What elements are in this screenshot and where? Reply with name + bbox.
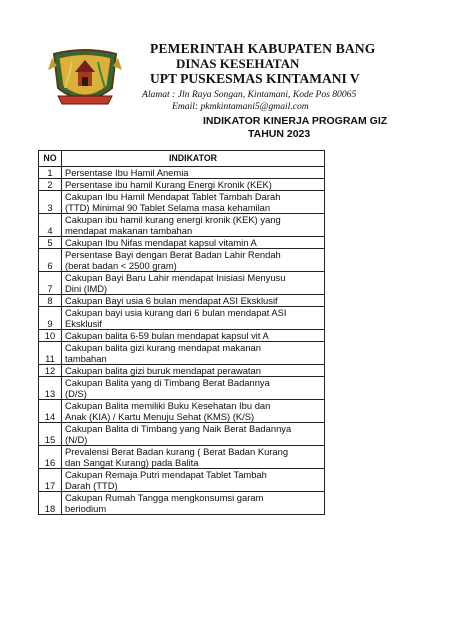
indicator-text-line: Persentase ibu hamil Kurang Energi Kronik (KEK) [65,179,272,190]
row-number: 7 [39,272,62,295]
table-row [39,167,325,179]
indicator-table [38,150,325,515]
row-number: 15 [39,423,62,446]
row-indicator [62,330,325,342]
indicator-text-line: Darah (TTD) [65,480,118,491]
letterhead-government: PEMERINTAH KABUPATEN BANG [150,41,376,56]
table-row [39,400,325,423]
indicator-text-line: Cakupan Remaja Putri mendapat Tablet Tambah [65,469,267,480]
row-indicator [62,237,325,249]
row-indicator [62,492,325,515]
row-number: 4 [39,214,62,237]
row-indicator [62,249,325,272]
indicator-text-line: Cakupan balita gizi kurang mendapat makanan [65,342,261,353]
indicator-text-line: mendapat makanan tambahan [65,225,193,236]
row-number: 12 [39,365,62,377]
indicator-text-line: Cakupan ibu hamil kurang energi kronik (KEK) yang [65,214,281,225]
indicator-text-line: Cakupan Ibu Hamil Mendapat Tablet Tambah Darah [65,191,281,202]
indicator-text-line: Cakupan Rumah Tangga mengkonsumsi garam [65,492,264,503]
row-number: 1 [39,167,62,179]
letterhead-department: DINAS KESEHATAN [176,56,300,71]
indicator-text-line: Cakupan Balita di Timbang yang Naik Berat Badannya [65,423,292,434]
indicator-text-line: Cakupan balita 6-59 bulan mendapat kapsul vit A [65,330,269,341]
table-row [39,307,325,330]
indicator-text-line: Cakupan Balita memiliki Buku Kesehatan Ibu dan [65,400,271,411]
document-title: INDIKATOR KINERJA PROGRAM GIZ [203,115,388,127]
row-indicator [62,295,325,307]
row-indicator [62,400,325,423]
indicator-text-line: beriodium [65,503,107,514]
letterhead-puskesmas: UPT PUSKESMAS KINTAMANI V [150,71,360,86]
indicator-text-line: (berat badan < 2500 gram) [65,260,177,271]
indicator-text-line: Cakupan Balita yang di Timbang Berat Badannya [65,377,270,388]
indicator-text-line: Cakupan Bayi usia 6 bulan mendapat ASI Eksklusif [65,295,278,306]
row-indicator [62,179,325,191]
row-indicator [62,272,325,295]
indicator-text-line: (D/S) [65,388,87,399]
indicator-text-line: Prevalensi Berat Badan kurang ( Berat Badan Kurang [65,446,289,457]
document-year: TAHUN 2023 [248,128,311,140]
row-indicator [62,423,325,446]
row-number: 9 [39,307,62,330]
table-row [39,423,325,446]
row-number: 17 [39,469,62,492]
table-row [39,342,325,365]
table-row [39,179,325,191]
indicator-text-line: Persentase Ibu Hamil Anemia [65,167,189,178]
table-header-row [39,151,325,167]
indicator-text-line: Dini (IMD) [65,283,108,294]
indicator-text-line: (N/D) [65,434,88,445]
row-indicator [62,191,325,214]
row-number: 13 [39,377,62,400]
indicator-text-line: Cakupan Bayi Baru Lahir mendapat Inisiasi Menyusu [65,272,286,283]
indicator-text-line: Persentase Bayi dengan Berat Badan Lahir Rendah [65,249,281,260]
letterhead-address: Alamat : Jln Raya Songan, Kintamani, Kode Pos 80065 [142,89,357,100]
row-indicator [62,377,325,400]
row-indicator [62,446,325,469]
row-indicator [62,469,325,492]
table-row [39,237,325,249]
table-row [39,295,325,307]
row-number: 11 [39,342,62,365]
indicator-text-line: Anak (KIA) / Kartu Menuju Sehat (KMS) (K/S) [65,411,255,422]
table-row [39,365,325,377]
indicator-text-line: tambahan [65,353,107,364]
table-row [39,249,325,272]
letterhead-email: Email: pkmkintamani5@gmail.com [172,101,309,112]
row-indicator [62,307,325,330]
bangli-regency-crest-icon [48,44,122,112]
table-row [39,492,325,515]
table-row [39,446,325,469]
row-indicator [62,365,325,377]
header-no: NO [39,151,62,167]
indicator-text-line: dan Sangat Kurang) pada Balita [65,457,199,468]
row-number: 18 [39,492,62,515]
letterhead [0,0,474,110]
row-number: 8 [39,295,62,307]
indicator-text-line: Eksklusif [65,318,102,329]
table-row [39,272,325,295]
row-number: 10 [39,330,62,342]
row-indicator [62,342,325,365]
row-number: 16 [39,446,62,469]
indicator-text-line: Cakupan bayi usia kurang dari 6 bulan mendapat ASI [65,307,287,318]
table-row [39,214,325,237]
row-number: 5 [39,237,62,249]
row-number: 6 [39,249,62,272]
row-number: 3 [39,191,62,214]
table-row [39,469,325,492]
indicator-text-line: Cakupan balita gizi buruk mendapat perawatan [65,365,261,376]
row-indicator [62,167,325,179]
indicator-text-line: Cakupan Ibu Nifas mendapat kapsul vitamin A [65,237,257,248]
indicator-text-line: (TTD) Minimal 90 Tablet Selama masa kehamilan [65,202,271,213]
row-number: 2 [39,179,62,191]
header-indikator: INDIKATOR [62,151,325,167]
table-row [39,377,325,400]
row-number: 14 [39,400,62,423]
row-indicator [62,214,325,237]
table-row [39,330,325,342]
table-row [39,191,325,214]
